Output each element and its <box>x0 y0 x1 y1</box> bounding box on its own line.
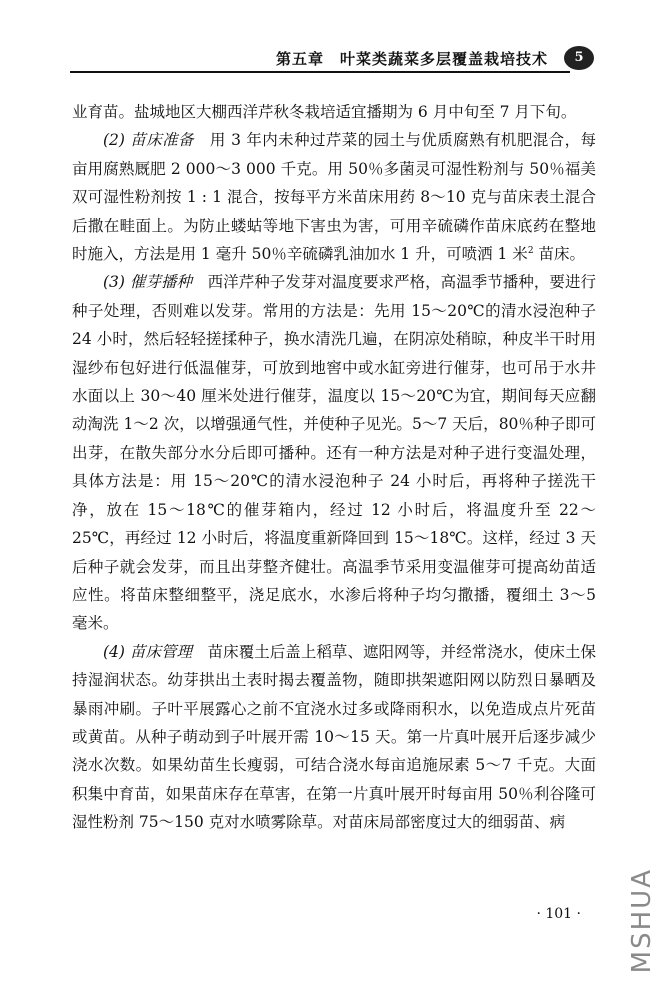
paragraph-4-text: 苗床覆土后盖上稻草、遮阳网等，并经常浇水，使床土保持湿润状态。幼芽拱出土表时揭去覆盖物，随即拱架遮阳网以防烈日暴晒及暴雨冲刷。子叶平展露心之前不宜浇水过多或降雨积水，以免造成点片死苗或黄苗。从种子萌动到子叶展开需 10～15 天。第一片真叶展开后逐步减少浇水次数。如果幼苗生长瘦弱，可结合浇水每亩追施尿素 5～7 千克。大面积集中育苗，如果苗床存在草害，在第一片真叶展开时每亩用 50％利谷隆可湿性粉剂 75～150 克对水喷雾除草。对苗床局部密度过大的细弱苗、病 <box>72 642 596 832</box>
paragraph-4 <box>72 638 596 837</box>
chapter-badge: 5 <box>564 46 594 70</box>
section-label-3: (3) 催芽播种 <box>103 273 193 292</box>
watermark: MSHUA <box>627 867 657 973</box>
running-header <box>70 40 600 76</box>
paragraph-2 <box>72 126 596 268</box>
section-label-2: (2) 苗床准备 <box>103 131 194 150</box>
header-rule <box>70 71 570 73</box>
page-number: · 101 · <box>536 906 581 922</box>
paragraph-3 <box>72 268 596 637</box>
paragraph-2-tail: 苗床。 <box>533 245 585 264</box>
paragraph-3-text: 西洋芹种子发芽对温度要求严格，高温季节播种，要进行种子处理，否则难以发芽。常用的方法是：先用 15～20℃的清水浸泡种子 24 小时，然后轻轻搓揉种子，换水清洗几遍，在阴凉处稍晾，种皮半干时用湿纱布包好进行低温催芽，可放到地窖中或水缸旁进行催芽，也可吊于水井水面以上 30～40 厘米处进行催芽，温度以 15～20℃为宜，期间每天应翻动淘洗 1～2 次，以增强通气性，并使种子见光。5～7 天后，80％种子即可出芽，在散失部分水分后即可播种。还有一种方法是对种子进行变温处理，具体方法是：用 15～20℃的清水浸泡种子 24 小时后，再将种子搓洗干净，放在 15～18℃的催芽箱内，经过 12 小时后，将温度升至 22～25℃，再经过 12 小时后，将温度重新降回到 15～18℃。这样，经过 3 天后种子就会发芽，而且出芽整齐健壮。高温季节采用变温催芽可提高幼苗适应性。将苗床整细整平，浇足底水，水渗后将种子均匀撒播，覆细土 3～5 毫米。 <box>72 273 596 633</box>
chapter-title: 第五章 叶菜类蔬菜多层覆盖栽培技术 <box>275 50 548 68</box>
paragraph-2-text: 用 3 年内未种过芹菜的园土与优质腐熟有机肥混合，每亩用腐熟厩肥 2 000～3 000 千克。用 50％多菌灵可湿性粉剂与 50％福美双可湿性粉剂按 1 : 1 混合，按每平方米苗床用药 8～10 克与苗床表土混合后撒在畦面上。为防止蝼蛄等地下害虫为害，可用辛硫磷作苗床底药在整地时施入，方法是用 1 毫升 50％辛硫磷乳油加水 1 升，可喷洒 1 米 <box>72 131 596 264</box>
body-text <box>72 98 596 837</box>
superscript-2: 2 <box>527 245 534 256</box>
section-label-4: (4) 苗床管理 <box>103 642 193 661</box>
paragraph-1: 业育苗。盐城地区大棚西洋芹秋冬栽培适宜播期为 6 月中旬至 7 月下旬。 <box>72 103 577 121</box>
